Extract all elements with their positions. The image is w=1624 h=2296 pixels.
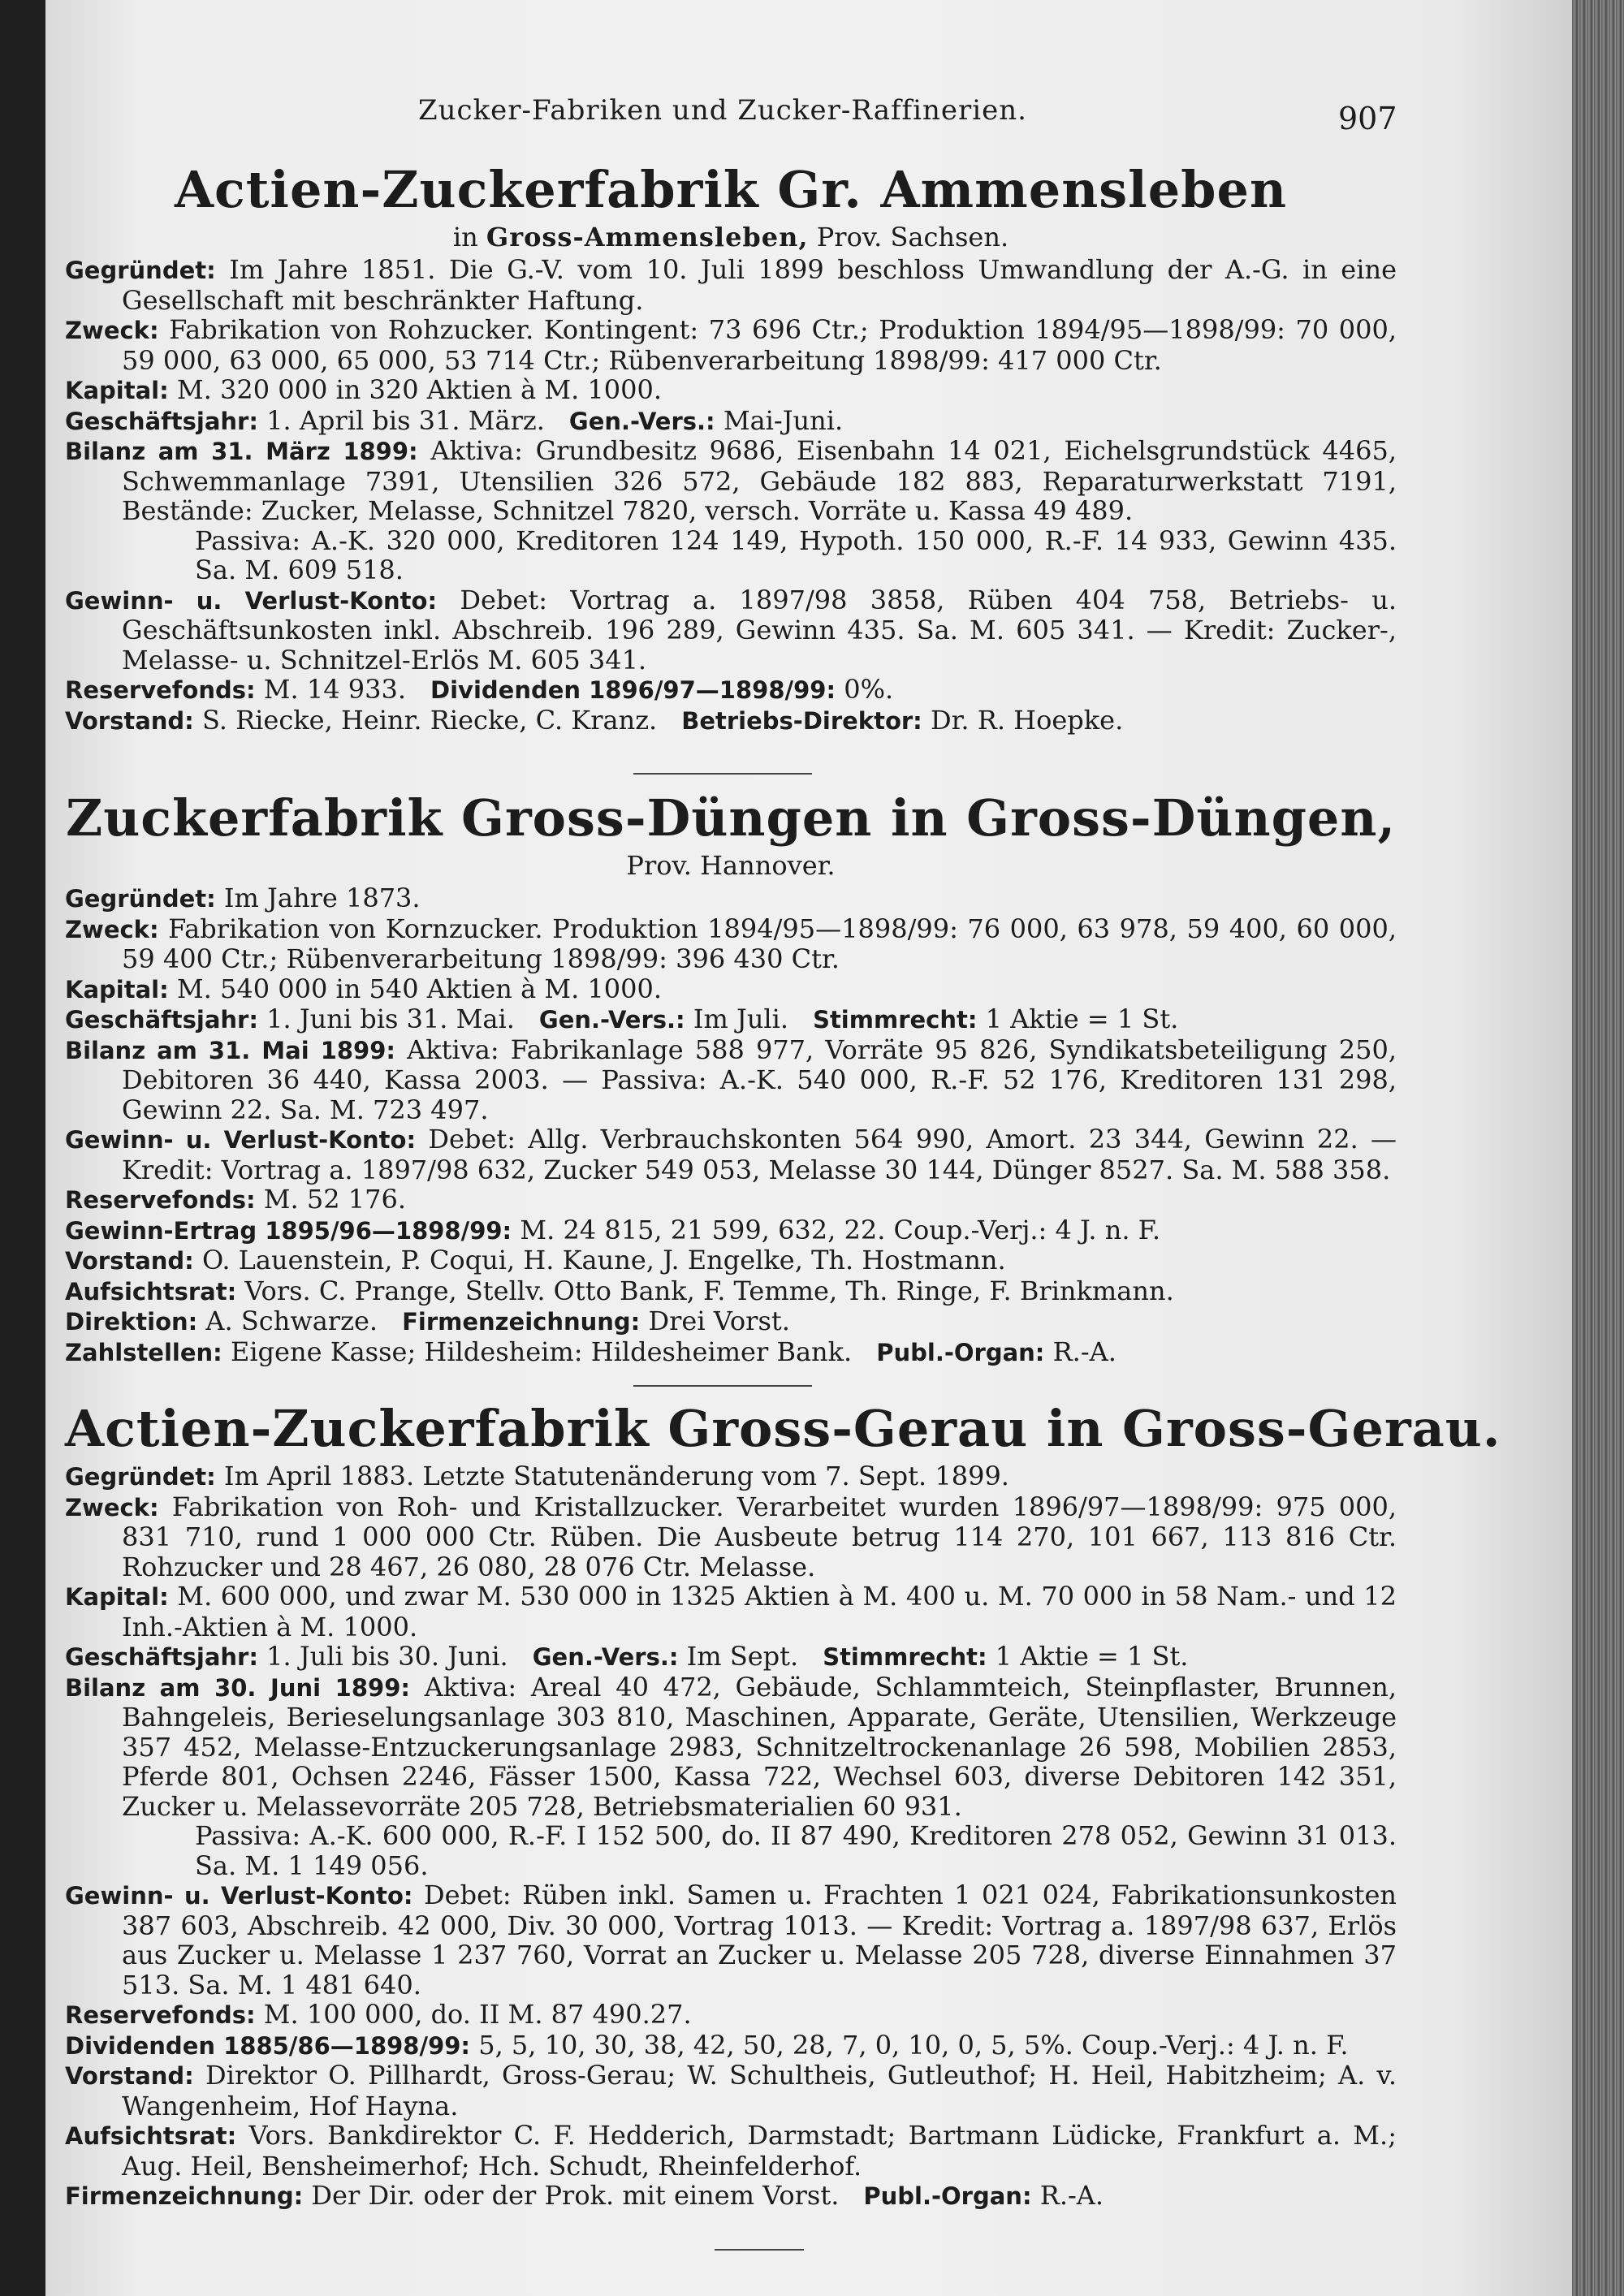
entry-geschaeftsjahr [65,1004,1397,1035]
entry-text: Im April 1883. Letzte Statutenänderung vom 7. Sept. 1899. [223,1461,1009,1491]
entry-gewinn-ertrag [65,1215,1397,1246]
entry-zweck [65,315,1397,375]
entry-text: Vors. C. Prange, Stellv. Otto Bank, F. Temme, Th. Ringe, F. Brinkmann. [244,1275,1174,1306]
entry-label: Gewinn- u. Verlust-Konto: [65,1126,417,1154]
section-divider [633,1385,812,1387]
entry-reservefonds [65,675,1397,706]
entry-label: Zweck: [65,915,159,943]
company-location [65,221,1397,253]
entry-text: Direktor O. Pillhardt, Gross-Gerau; W. Schultheis, Gutleuthof; H. Heil, Habitzheim; A. v. Wangenheim, Hof Hayna. [122,2060,1397,2121]
entry-label: Gegründet: [65,885,216,913]
entry-label: Gewinn-Ertrag 1895/96—1898/99: [65,1216,512,1245]
entry-text: M. 600 000, und zwar M. 530 000 in 1325 Aktien à M. 400 u. M. 70 000 in 58 Nam.- und 12 Inh.-Aktien à M. 1000. [122,1581,1397,1642]
company-title: Actien-Zuckerfabrik Gross-Gerau in Gross-Gerau. [65,1399,1501,1458]
entry-direktion [65,1306,1397,1337]
entry-text: Fabrikation von Roh- und Kristallzucker. Verarbeitet wurden 1896/97—1898/99: 975 000, 831 710, rund 1 000 000 Ctr. Rüben. Die Ausbeute betrug 114 270, 101 667, 113 816 Ctr. Rohzucker und 28 467, 26 080, 28 076 Ctr. Melasse. [122,1491,1397,1582]
entry-text: Eigene Kasse; Hildesheim: Hildesheimer Bank. [230,1336,853,1367]
entry-kapital [65,974,1397,1005]
entry-gegruendet [65,255,1397,315]
entry-label: Zweck: [65,317,159,344]
company-entry-gross-gerau [65,1398,1501,2212]
entry-label: Gen.-Vers.: [532,1643,679,1671]
entry-kapital [65,1582,1397,1642]
entry-label: Geschäftsjahr: [65,1006,258,1034]
entry-label: Vorstand: [65,706,194,735]
entry-gewinn-verlust [65,1880,1397,2000]
company-title: Actien-Zuckerfabrik Gr. Ammensleben [174,160,1288,219]
entry-label: Kapital: [65,377,169,404]
entry-text: S. Riecke, Heinr. Riecke, C. Kranz. [201,704,658,736]
entry-list [65,883,1397,1367]
entry-label: Gewinn- u. Verlust-Konto: [65,586,438,615]
entry-label: Gewinn- u. Verlust-Konto: [65,1882,413,1910]
entry-gewinn-verlust [65,585,1397,675]
entry-label: Bilanz am 31. Mai 1899: [65,1036,396,1064]
entry-gegruendet [65,883,1397,914]
company-entry-gross-duengen [65,788,1397,1367]
entry-label: Publ.-Organ: [876,1338,1045,1366]
entry-text: Dr. R. Hoepke. [930,704,1124,736]
entry-bilanz [65,436,1397,585]
entry-text: Im Juli. [693,1003,789,1034]
entry-aufsichtsrat [65,2121,1397,2181]
entry-text: A. Schwarze. [205,1306,378,1336]
entry-text: Debet: Rüben inkl. Samen u. Frachten 1 021 024, Fabrikationsunkosten 387 603, Abschreib. 42 000, Div. 30 000, Vortrag 1013. — Kredit: Vortrag a. 1897/98 637, Erlös aus Zucker u. Melasse 1 237 760, Vorrat an Zucker u. Melasse 205 728, diverse Einnahmen 37 513. Sa. M. 1 481 640. [122,1880,1397,2000]
entry-text: Debet: Allg. Verbrauchskonten 564 990, Amort. 23 344, Gewinn 22. — Kredit: Vortrag a. 1897/98 632, Zucker 549 053, Melasse 30 144, Dünger 8527. Sa. M. 588 358. [122,1124,1397,1185]
company-location: Prov. Hannover. [626,850,836,881]
entry-text: Vors. Bankdirektor C. F. Hedderich, Darmstadt; Bartmann Lüdicke, Frankfurt a. M.; Aug. Heil, Bensheimerhof; Hch. Schudt, Rheinfelderhof. [122,2120,1397,2182]
entry-reservefonds [65,2000,1397,2031]
entry-label: Stimmrecht: [823,1643,987,1671]
entry-text: 1. Juli bis 30. Juni. [266,1641,508,1672]
entry-label: Vorstand: [65,1247,194,1275]
company-entry-ammensleben [65,159,1397,736]
entry-label: Bilanz am 30. Juni 1899: [65,1673,410,1702]
entry-label: Vorstand: [65,2062,194,2090]
entry-text: 0%. [844,674,894,705]
entry-list [65,1461,1397,2212]
company-title: Zuckerfabrik Gross-Düngen in Gross-Düngen, [65,788,1397,848]
subtitle-place: Gross-Ammensleben, [486,222,809,252]
entry-label: Reservefonds: [65,2001,256,2029]
entry-bilanz [65,1035,1397,1125]
entry-label: Gegründet: [65,1463,216,1491]
entry-zweck [65,914,1397,974]
entry-text: 1. Juni bis 31. Mai. [266,1003,515,1034]
entry-text: M. 100 000, do. II M. 87 490.27. [263,1999,692,2030]
entry-text-passiva: Passiva: A.-K. 320 000, Kreditoren 124 149, Hypoth. 150 000, R.-F. 14 933, Gewinn 435. Sa. M. 609 518. [195,524,1397,585]
entry-geschaeftsjahr [65,1642,1397,1672]
entry-label: Kapital: [65,975,169,1003]
page-end-divider [715,2249,804,2251]
entry-label: Aufsichtsrat: [65,1277,237,1306]
entry-gewinn-verlust [65,1124,1397,1185]
entry-label: Gen.-Vers.: [568,407,715,435]
entry-text: R.-A. [1039,2180,1104,2211]
entry-text: Im Jahre 1851. Die G.-V. vom 10. Juli 1899 beschloss Umwandlung der A.-G. in eine Gesellschaft mit beschränkter Haftung. [122,254,1397,316]
entry-text: Fabrikation von Kornzucker. Produktion 1894/95—1898/99: 76 000, 63 978, 59 400, 60 000, 59 400 Ctr.; Rübenverarbeitung 1898/99: 396 430 Ctr. [122,913,1397,974]
entry-label: Dividenden 1896/97—1898/99: [430,676,836,704]
entry-text: R.-A. [1052,1336,1116,1367]
entry-label: Aufsichtsrat: [65,2122,237,2150]
entry-dividenden [65,2031,1397,2061]
entry-text: O. Lauenstein, P. Coqui, H. Kaune, J. Engelke, Th. Hostmann. [201,1245,1006,1275]
entry-vorstand [65,1245,1397,1276]
running-title: Zucker-Fabriken und Zucker-Raffinerien. [418,94,1027,127]
entry-label: Dividenden 1885/86—1898/99: [65,2031,471,2060]
entry-text: 1 Aktie = 1 St. [995,1641,1189,1672]
entry-text: M. 320 000 in 320 Aktien à M. 1000. [176,374,663,405]
subtitle-suffix: Prov. Sachsen. [816,222,1009,252]
entry-firmenzeichnung [65,2181,1397,2212]
entry-label: Bilanz am 31. März 1899: [65,438,418,465]
entry-text: 1. April bis 31. März. [266,404,545,436]
entry-label: Betriebs-Direktor: [681,706,922,735]
entry-label: Geschäftsjahr: [65,1643,258,1671]
entry-label: Gen.-Vers.: [538,1006,685,1034]
entry-label: Publ.-Organ: [863,2182,1032,2210]
entry-label: Geschäftsjahr: [65,407,258,435]
entry-text: Debet: Vortrag a. 1897/98 3858, Rüben 404 758, Betriebs- u. Geschäftsunkosten inkl. Abschreib. 196 289, Gewinn 435. Sa. M. 605 341. — Kredit: Zucker-, Melasse- u. Schnitzel-Erlös M. 605 341. [122,584,1397,675]
entry-label: Zweck: [65,1493,159,1521]
entry-zahlstellen [65,1337,1397,1368]
entry-text: Drei Vorst. [648,1306,790,1336]
entry-label: Zahlstellen: [65,1338,222,1366]
entry-text: M. 24 815, 21 599, 632, 22. Coup.-Verj.: 4 J. n. F. [520,1214,1161,1245]
book-spine-edge [1572,0,1624,2296]
entry-label: Reservefonds: [65,676,256,704]
entry-text: Aktiva: Grundbesitz 9686, Eisenbahn 14 021, Eichelsgrundstück 4465, Schwemmanlage 7391, Utensilien 326 572, Gebäude 182 883, Reparaturwerkstatt 7191, Bestände: Zucker, Melasse, Schnitzel 7820, versch. Vorräte u. Kassa 49 489. [122,435,1397,526]
entry-label: Reservefonds: [65,1186,256,1214]
entry-reservefonds [65,1185,1397,1215]
entry-zweck [65,1492,1397,1582]
entry-text: Im Sept. [686,1641,799,1672]
entry-text: Aktiva: Fabrikanlage 588 977, Vorräte 95 826, Syndikatsbeteiligung 250, Debitoren 36 440, Kassa 2003. — Passiva: A.-K. 540 000, R.-F. 52 176, Kreditoren 131 298, Gewinn 22. Sa. M. 723 497. [122,1034,1397,1125]
entry-text: Mai-Juni. [723,404,844,436]
section-divider [633,773,812,775]
entry-text: Der Dir. oder der Prok. mit einem Vorst. [311,2180,840,2211]
entry-text: 1 Aktie = 1 St. [985,1003,1179,1034]
entry-text: M. 52 176. [263,1184,407,1215]
entry-text: M. 14 933. [263,674,407,705]
entry-geschaeftsjahr [65,406,1397,437]
entry-vorstand [65,2061,1397,2121]
entry-kapital [65,375,1397,406]
entry-label: Kapital: [65,1583,169,1611]
entry-text: Im Jahre 1873. [223,883,421,913]
entry-vorstand [65,706,1397,736]
entry-gegruendet [65,1461,1397,1492]
entry-label: Firmenzeichnung: [402,1308,641,1336]
entry-bilanz [65,1672,1397,1881]
subtitle-prefix: in [452,222,478,252]
entry-list [65,255,1397,736]
entry-label: Direktion: [65,1308,198,1336]
entry-text: 5, 5, 10, 30, 38, 42, 50, 28, 7, 0, 10, 0, 5, 5%. Coup.-Verj.: 4 J. n. F. [478,2029,1349,2061]
page-number: 907 [1338,101,1397,136]
entry-label: Firmenzeichnung: [65,2182,304,2210]
entry-label: Gegründet: [65,257,216,284]
entry-text: Aktiva: Areal 40 472, Gebäude, Schlammteich, Steinpflaster, Brunnen, Bahngeleis, Berieselungsanlage 303 810, Maschinen, Apparate, Geräte, Utensilien, Werkzeuge 357 452, Melasse-Entzuckerungsanlage 2983, Schnitzeltrockenanlage 26 598, Mobilien 2853, Pferde 801, Ochsen 2246, Fässer 1500, Kassa 722, Wechsel 603, diverse Debitoren 142 351, Zucker u. Melassevorräte 205 728, Betriebsmaterialien 60 931. [122,1671,1397,1822]
entry-text: Fabrikation von Rohzucker. Kontingent: 73 696 Ctr.; Produktion 1894/95—1898/99: 70 000, 59 000, 63 000, 65 000, 53 714 Ctr.; Rübenverarbeitung 1898/99: 417 000 Ctr. [122,314,1397,376]
entry-label: Stimmrecht: [813,1006,978,1034]
entry-text: M. 540 000 in 540 Aktien à M. 1000. [176,973,663,1004]
entry-text-passiva: Passiva: A.-K. 600 000, R.-F. I 152 500, do. II 87 490, Kreditoren 278 052, Gewinn 31 013. Sa. M. 1 149 056. [195,1820,1397,1881]
entry-aufsichtsrat [65,1276,1397,1307]
